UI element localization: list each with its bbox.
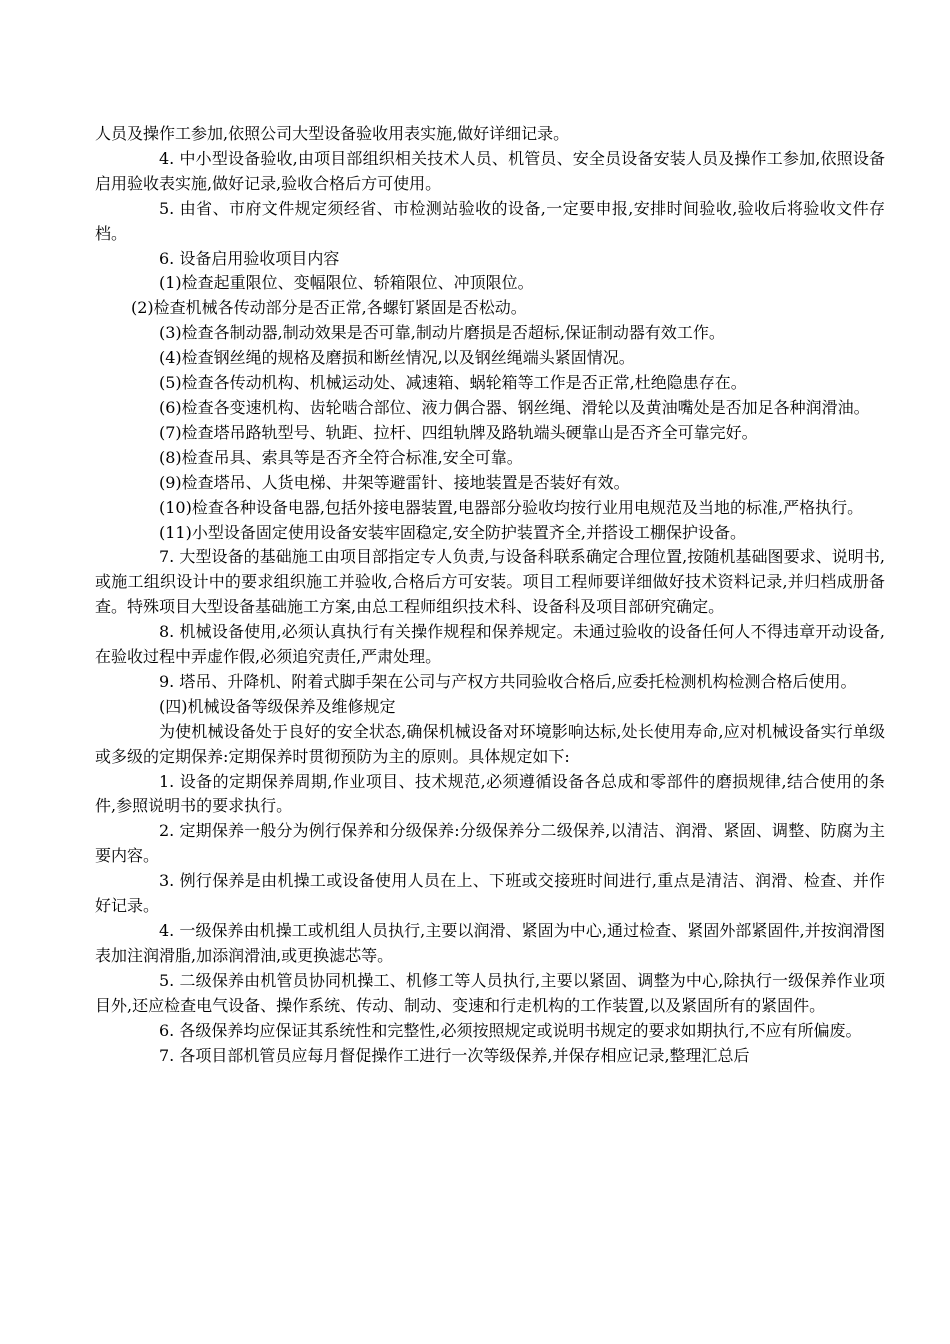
paragraph-item-6-heading: 6. 设备启用验收项目内容 xyxy=(159,248,340,268)
paragraph-item-4: 4. 中小型设备验收,由项目部组织相关技术人员、机管员、安全员设备安装人员及操作工参加,依照设备启用验收表实施,做好记录,验收合格后方可使用。 xyxy=(95,148,885,193)
maintenance-item-5: 5. 二级保养由机管员协同机操工、机修工等人员执行,主要以紧固、调整为中心,除执行一级保养作业项目外,还应检查电气设备、操作系统、传动、制动、变速和行走机构的工作装置,以及紧固所有的紧固件。 xyxy=(95,970,885,1015)
check-item-2: (2)检查机械各传动部分是否正常,各螺钉紧固是否松动。 xyxy=(131,298,527,318)
check-item-7: (7)检查塔吊路轨型号、轨距、拉杆、四组轨牌及路轨端头硬靠山是否齐全可靠完好。 xyxy=(159,422,758,442)
check-item-4: (4)检查钢丝绳的规格及磨损和断丝情况,以及钢丝绳端头紧固情况。 xyxy=(159,348,635,368)
maintenance-item-7: 7. 各项目部机管员应每月督促操作工进行一次等级保养,并保存相应记录,整理汇总后 xyxy=(159,1045,750,1065)
paragraph-continuation: 人员及操作工参加,依照公司大型设备验收用表实施,做好详细记录。 xyxy=(95,124,570,143)
paragraph-item-7: 7. 大型设备的基础施工由项目部指定专人负责,与设备科联系确定合理位置,按随机基础图要求、说明书,或施工组织设计中的要求组织施工并验收,合格后方可安装。项目工程师要详细做好技术资料记录,并归档成册备查。特殊项目大型设备基础施工方案,由总工程师组织技术科、设备科及项目部研究确定。 xyxy=(95,547,885,617)
maintenance-item-4: 4. 一级保养由机操工或机组人员执行,主要以润滑、紧固为中心,通过检查、紧固外部紧固件,并按润滑图表加注润滑脂,加添润滑油,或更换滤芯等。 xyxy=(95,921,885,965)
paragraph-item-9: 9. 塔吊、升降机、附着式脚手架在公司与产权方共同验收合格后,应委托检测机构检测合格后使用。 xyxy=(159,671,857,691)
paragraph-item-5: 5. 由省、市府文件规定须经省、市检测站验收的设备,一定要申报,安排时间验收,验收后将验收文件存档。 xyxy=(95,198,885,243)
section-intro: 为使机械设备处于良好的安全状态,确保机械设备对环境影响达标,处长使用寿命,应对机械设备实行单级或多级的定期保养:定期保养时贯彻预防为主的原则。具体规定如下: xyxy=(95,721,885,766)
maintenance-item-6: 6. 各级保养均应保证其系统性和完整性,必须按照规定或说明书规定的要求如期执行,不应有所偏废。 xyxy=(159,1020,862,1040)
maintenance-item-3: 3. 例行保养是由机操工或设备使用人员在上、下班或交接班时间进行,重点是清洁、润滑、检查、并作好记录。 xyxy=(95,871,885,916)
check-item-10: (10)检查各种设备电器,包括外接电器装置,电器部分验收均按行业用电规范及当地的标准,严格执行。 xyxy=(159,497,864,517)
check-item-11: (11)小型设备固定使用设备安装牢固稳定,安全防护装置齐全,并搭设工棚保护设备。 xyxy=(159,522,747,542)
check-item-6: (6)检查各变速机构、齿轮啮合部位、液力偶合器、钢丝绳、滑轮以及黄油嘴处是否加足各种润滑油。 xyxy=(159,397,870,417)
paragraph-item-8: 8. 机械设备使用,必须认真执行有关操作规程和保养规定。未通过验收的设备任何人不得违章开动设备,在验收过程中弄虚作假,必须追究责任,严肃处理。 xyxy=(95,622,885,667)
check-item-9: (9)检查塔吊、人货电梯、井架等避雷针、接地装置是否装好有效。 xyxy=(159,472,630,492)
maintenance-item-2: 2. 定期保养一般分为例行保养和分级保养:分级保养分二级保养,以清洁、润滑、紧固、调整、防腐为主要内容。 xyxy=(95,821,885,866)
section-heading-4: (四)机械设备等级保养及维修规定 xyxy=(159,696,396,716)
check-item-1: (1)检查起重限位、变幅限位、轿箱限位、冲顶限位。 xyxy=(159,273,534,293)
check-item-5: (5)检查各传动机构、机械运动处、减速箱、蜗轮箱等工作是否正常,杜绝隐患存在。 xyxy=(159,373,747,393)
document-body xyxy=(95,122,885,1068)
maintenance-item-1: 1. 设备的定期保养周期,作业项目、技术规范,必须遵循设备各总成和零部件的磨损规律,结合使用的条件,参照说明书的要求执行。 xyxy=(95,771,885,816)
check-item-3: (3)检查各制动器,制动效果是否可靠,制动片磨损是否超标,保证制动器有效工作。 xyxy=(159,323,725,343)
check-item-8: (8)检查吊具、索具等是否齐全符合标准,安全可靠。 xyxy=(159,447,523,467)
